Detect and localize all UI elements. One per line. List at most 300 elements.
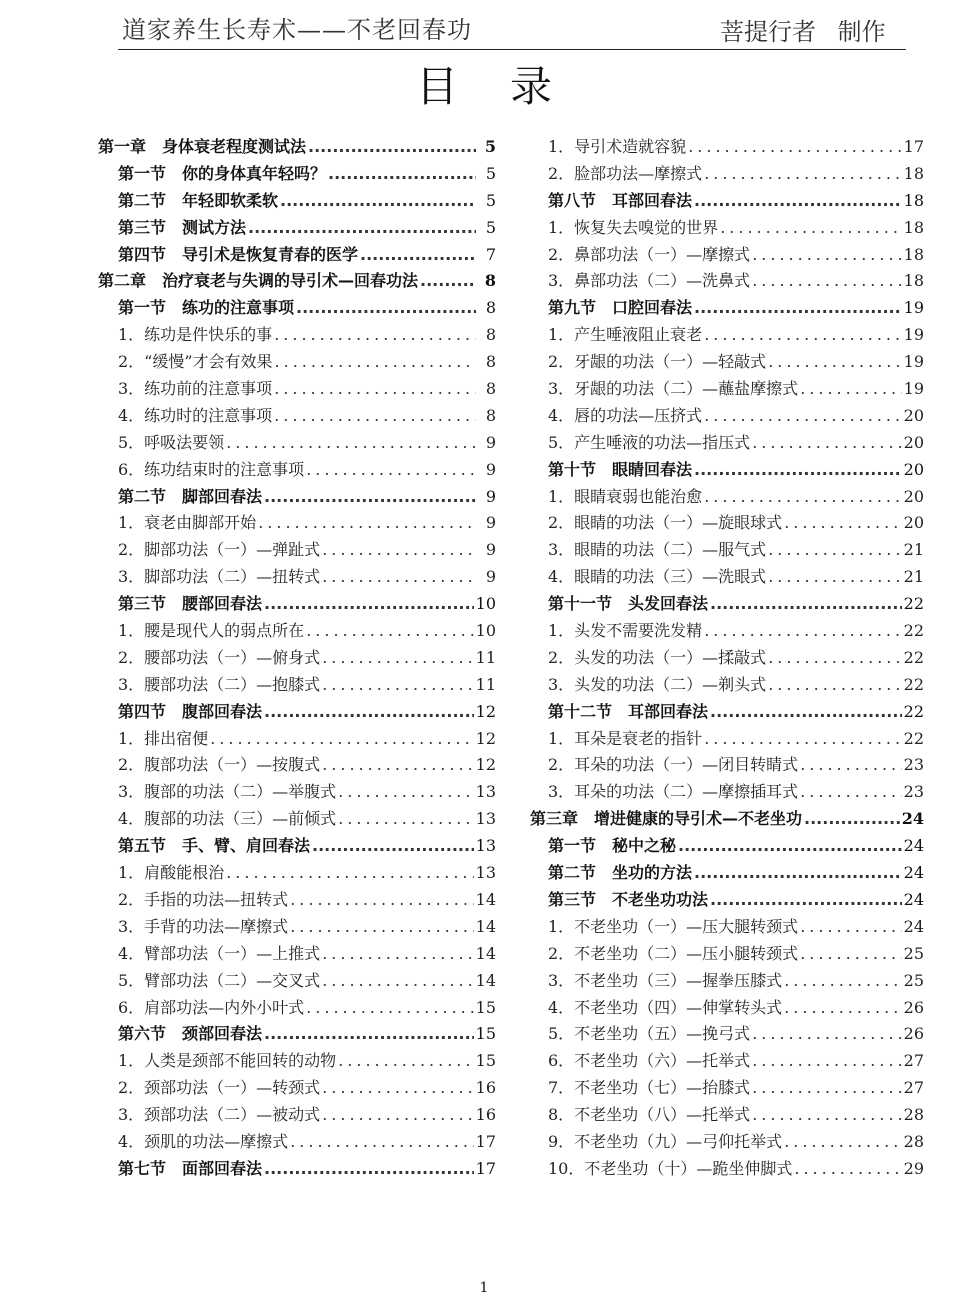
toc-page-number: 20: [903, 486, 924, 506]
toc-page-number: 5: [485, 217, 496, 237]
toc-entry-text: 1．耳朵是衰老的指针: [548, 728, 703, 748]
toc-leader-dots: [694, 460, 902, 479]
toc-page-number: 28: [903, 1105, 924, 1125]
toc-page-number: 12: [475, 755, 496, 775]
toc-item[interactable]: [532, 484, 924, 511]
toc-page-number: 8: [485, 325, 496, 345]
toc-leader-dots: [710, 594, 902, 613]
toc-item[interactable]: [98, 510, 496, 537]
toc-entry-text: 第十二节 耳部回春法: [548, 701, 709, 721]
toc-item[interactable]: [98, 403, 496, 430]
toc-item[interactable]: [98, 672, 496, 699]
toc-page-number: 18: [903, 271, 924, 291]
toc-item[interactable]: [98, 941, 496, 968]
toc-page-number: 18: [903, 190, 924, 210]
toc-entry-text: 1．腰是现代人的弱点所在: [118, 621, 305, 641]
toc-page-number: 5: [485, 190, 496, 210]
toc-page-number: 24: [903, 863, 924, 883]
toc-item[interactable]: [98, 457, 496, 484]
toc-item[interactable]: [532, 752, 924, 779]
toc-leader-dots: [280, 191, 476, 210]
toc-page-number: 5: [485, 163, 496, 183]
toc-leader-dots: [338, 782, 473, 801]
toc-page-number: 13: [475, 836, 496, 856]
toc-leader-dots: [794, 1159, 901, 1178]
toc-leader-dots: [768, 540, 901, 559]
toc-entry-text: 5．不老坐功（五）—挽弓式: [548, 1024, 751, 1044]
toc-page-number: 7: [485, 244, 496, 264]
toc-leader-dots: [338, 1051, 473, 1070]
toc-leader-dots: [322, 971, 473, 990]
toc-leader-dots: [704, 729, 901, 748]
toc-entry-text: 第一节 秘中之秘: [548, 836, 677, 856]
toc-entry-text: 3．不老坐功（三）—握拳压膝式: [548, 970, 783, 990]
toc-page-number: 22: [903, 701, 924, 721]
toc-entry-text: 7．不老坐功（七）—抬膝式: [548, 1078, 751, 1098]
toc-item[interactable]: [98, 1075, 496, 1102]
toc-entry-text: 5．呼吸法要领: [118, 432, 225, 452]
toc-leader-dots: [420, 271, 476, 290]
toc-entry-text: 1．练功是件快乐的事: [118, 325, 273, 345]
toc-entry-text: 3．颈部功法（二）—被动式: [118, 1105, 321, 1125]
toc-leader-dots: [752, 1051, 901, 1070]
toc-page-number: 8: [484, 271, 496, 291]
toc-page-number: 15: [475, 1051, 496, 1071]
toc-leader-dots: [678, 836, 902, 855]
toc-entry-text: 1．人类是颈部不能回转的动物: [118, 1051, 337, 1071]
toc-entry-text: 1．肩酸能根治: [118, 863, 225, 883]
toc-entry-text: 6．练功结束时的注意事项: [118, 459, 305, 479]
toc-entry-text: 第三节 测试方法: [118, 217, 247, 237]
toc-item[interactable]: [532, 134, 924, 161]
toc-leader-dots: [306, 621, 473, 640]
toc-item[interactable]: [98, 968, 496, 995]
toc-page-number: 25: [903, 970, 924, 990]
toc-item[interactable]: [98, 752, 496, 779]
header-book-title: 道家养生长寿术——不老回春功: [122, 16, 472, 44]
toc-entry-text: 2．鼻部功法（一）—摩擦式: [548, 244, 751, 264]
toc-leader-dots: [694, 863, 902, 882]
toc-entry-text: 4．颈肌的功法—摩擦式: [118, 1131, 289, 1151]
toc-item[interactable]: [98, 914, 496, 941]
toc-item[interactable]: [532, 672, 924, 699]
toc-page-number: 21: [903, 567, 924, 587]
toc-item[interactable]: [98, 564, 496, 591]
toc-item[interactable]: [532, 403, 924, 430]
toc-page-number: 5: [484, 137, 496, 156]
toc-entry-text: 1．不老坐功（一）—压大腿转颈式: [548, 916, 799, 936]
toc-entry-text: 2．牙龈的功法（一）—轻敲式: [548, 352, 767, 372]
toc-entry-text: 4．练功时的注意事项: [118, 405, 273, 425]
toc-page-number: 19: [903, 379, 924, 399]
toc-leader-dots: [800, 782, 901, 801]
toc-page-number: 14: [475, 889, 496, 909]
toc-leader-dots: [264, 702, 474, 721]
toc-section[interactable]: [98, 833, 496, 860]
toc-page-number: 15: [475, 1024, 496, 1044]
toc-entry-text: 6．肩部功法—内外小叶式: [118, 997, 305, 1017]
toc-leader-dots: [322, 675, 473, 694]
toc-page-number: 24: [903, 889, 924, 909]
toc-entry-text: 3．牙龈的功法（二）—蘸盐摩擦式: [548, 379, 799, 399]
toc-page-number: 23: [903, 782, 924, 802]
toc-page-number: 9: [485, 432, 496, 452]
toc-section[interactable]: [98, 161, 496, 188]
toc-leader-dots: [800, 917, 901, 936]
toc-entry-text: 5．产生唾液的功法—指压式: [548, 432, 751, 452]
toc-entry-text: 3．腰部功法（二）—抱膝式: [118, 674, 321, 694]
toc-item[interactable]: [532, 430, 924, 457]
header-rule: [118, 49, 906, 50]
toc-leader-dots: [274, 406, 476, 425]
toc-entry-text: 第二章 治疗衰老与失调的导引术—回春功法: [98, 271, 419, 291]
toc-leader-dots: [322, 567, 476, 586]
toc-entry-text: 第六节 颈部回春法: [118, 1024, 263, 1044]
toc-entry-text: 1．恢复失去嗅觉的世界: [548, 217, 719, 237]
toc-leader-dots: [784, 1132, 901, 1151]
toc-leader-dots: [704, 406, 901, 425]
toc-leader-dots: [752, 1024, 901, 1043]
toc-leader-dots: [768, 675, 901, 694]
toc-leader-dots: [264, 487, 476, 506]
toc-page-number: 28: [903, 1131, 924, 1151]
toc-leader-dots: [768, 648, 901, 667]
toc-page-number: 16: [475, 1105, 496, 1125]
toc-item[interactable]: [532, 779, 924, 806]
toc-page-number: 9: [485, 486, 496, 506]
toc-entry-text: 2．耳朵的功法（一）—闭目转睛式: [548, 755, 799, 775]
toc-item[interactable]: [532, 726, 924, 753]
toc-entry-text: 2．腹部功法（一）—按腹式: [118, 755, 321, 775]
toc-item[interactable]: [98, 618, 496, 645]
toc-section[interactable]: [532, 887, 924, 914]
toc-leader-dots: [784, 998, 901, 1017]
toc-entry-text: 3．脚部功法（二）—扭转式: [118, 567, 321, 587]
toc-leader-dots: [322, 648, 473, 667]
toc-page-number: 9: [485, 459, 496, 479]
toc-leader-dots: [296, 298, 476, 317]
toc-entry-text: 3．手背的功法—摩擦式: [118, 916, 289, 936]
toc-leader-dots: [322, 755, 473, 774]
toc-right-column: [532, 134, 924, 1183]
toc-leader-dots: [800, 755, 901, 774]
toc-item[interactable]: [98, 645, 496, 672]
toc-chapter[interactable]: [98, 268, 496, 295]
toc-entry-text: 2．“缓慢”才会有效果: [118, 352, 273, 372]
toc-item[interactable]: [532, 1048, 924, 1075]
toc-item[interactable]: [98, 995, 496, 1022]
toc-entry-text: 2．颈部功法（一）—转颈式: [118, 1078, 321, 1098]
toc-page-number: 25: [903, 943, 924, 963]
toc-leader-dots: [258, 513, 476, 532]
toc-page-number: 27: [903, 1078, 924, 1098]
toc-item[interactable]: [98, 1102, 496, 1129]
toc-leader-dots: [312, 836, 474, 855]
toc-entry-text: 3．眼睛的功法（二）—服气式: [548, 540, 767, 560]
toc-section[interactable]: [532, 833, 924, 860]
toc-page-number: 10: [475, 594, 496, 614]
toc-entry-text: 10．不老坐功（十）—跪坐伸脚式: [548, 1158, 793, 1178]
toc-item[interactable]: [98, 860, 496, 887]
toc-leader-dots: [694, 191, 902, 210]
toc-leader-dots: [710, 702, 902, 721]
toc-entry-text: 4．唇的功法—压挤式: [548, 405, 703, 425]
toc-page-number: 20: [903, 459, 924, 479]
toc-item[interactable]: [532, 322, 924, 349]
toc-entry-text: 1．衰老由脚部开始: [118, 513, 257, 533]
toc-entry-text: 第三节 腰部回春法: [118, 594, 263, 614]
toc-entry-text: 4．臂部功法（一）—上推式: [118, 943, 321, 963]
toc-item[interactable]: [98, 322, 496, 349]
toc-section[interactable]: [98, 188, 496, 215]
toc-page-number: 22: [903, 647, 924, 667]
toc-page-number: 27: [903, 1051, 924, 1071]
toc-leader-dots: [290, 1132, 473, 1151]
toc-entry-text: 2．腰部功法（一）—俯身式: [118, 647, 321, 667]
toc-section[interactable]: [532, 295, 924, 322]
toc-item[interactable]: [98, 726, 496, 753]
toc-page-number: 9: [485, 540, 496, 560]
toc-page-number: 8: [485, 298, 496, 318]
toc-leader-dots: [226, 863, 473, 882]
toc-entry-text: 1．排出宿便: [118, 728, 209, 748]
toc-leader-dots: [710, 890, 902, 909]
page-title: 目录: [415, 62, 604, 111]
toc-item[interactable]: [532, 995, 924, 1022]
toc-page-number: 18: [903, 217, 924, 237]
toc-section[interactable]: [532, 457, 924, 484]
toc-chapter[interactable]: [98, 134, 496, 161]
toc-entry-text: 1．导引术造就容貌: [548, 137, 687, 156]
toc-section[interactable]: [98, 242, 496, 269]
toc-item[interactable]: [98, 349, 496, 376]
toc-entry-text: 2．脸部功法—摩擦式: [548, 163, 703, 183]
toc-section[interactable]: [98, 1156, 496, 1183]
toc-leader-dots: [784, 971, 901, 990]
toc-section[interactable]: [98, 699, 496, 726]
toc-entry-text: 第一节 你的身体真年轻吗？: [118, 163, 327, 183]
toc-entry-text: 3．腹部的功法（二）—举腹式: [118, 782, 337, 802]
toc-leader-dots: [338, 809, 473, 828]
toc-page-number: 8: [485, 379, 496, 399]
toc-leader-dots: [264, 594, 474, 613]
toc-item[interactable]: [532, 645, 924, 672]
toc-page-number: 24: [903, 916, 924, 936]
toc-entry-text: 4．不老坐功（四）—伸掌转头式: [548, 997, 783, 1017]
toc-page-number: 12: [475, 728, 496, 748]
toc-item[interactable]: [98, 537, 496, 564]
toc-page-number: 8: [485, 405, 496, 425]
toc-leader-dots: [784, 513, 901, 532]
toc-item[interactable]: [532, 349, 924, 376]
toc-left-column: [98, 134, 496, 1183]
toc-section[interactable]: [98, 295, 496, 322]
toc-item[interactable]: [532, 1156, 924, 1183]
toc-leader-dots: [752, 1078, 901, 1097]
toc-item[interactable]: [98, 1048, 496, 1075]
toc-leader-dots: [322, 944, 473, 963]
toc-page-number: 23: [903, 755, 924, 775]
toc-entry-text: 4．眼睛的功法（三）—洗眼式: [548, 567, 767, 587]
toc-item[interactable]: [98, 806, 496, 833]
toc-entry-text: 2．不老坐功（二）—压小腿转颈式: [548, 943, 799, 963]
toc-entry-text: 第四节 导引术是恢复青春的医学: [118, 244, 359, 264]
toc-page-number: 17: [475, 1158, 496, 1178]
toc-leader-dots: [306, 460, 476, 479]
toc-page-number: 15: [475, 997, 496, 1017]
toc-page-number: 22: [903, 594, 924, 614]
toc-leader-dots: [322, 540, 476, 559]
toc-leader-dots: [308, 137, 476, 156]
toc-leader-dots: [752, 1105, 901, 1124]
toc-item[interactable]: [532, 618, 924, 645]
toc-leader-dots: [290, 917, 473, 936]
toc-leader-dots: [688, 137, 901, 156]
toc-page-number: 12: [475, 701, 496, 721]
toc-entry-text: 第一节 练功的注意事项: [118, 298, 295, 318]
toc-entry-text: 第二节 坐功的方法: [548, 863, 693, 883]
toc-entry-text: 第九节 口腔回春法: [548, 298, 693, 318]
toc-item[interactable]: [98, 779, 496, 806]
toc-item[interactable]: [532, 510, 924, 537]
toc-section[interactable]: [98, 591, 496, 618]
toc-page-number: 16: [475, 1078, 496, 1098]
toc-leader-dots: [800, 944, 901, 963]
toc-page-number: 14: [475, 916, 496, 936]
toc-item[interactable]: [98, 887, 496, 914]
toc-entry-text: 3．头发的功法（二）—剃头式: [548, 674, 767, 694]
toc-item[interactable]: [98, 430, 496, 457]
toc-page-number: 9: [485, 513, 496, 533]
toc-entry-text: 1．产生唾液阻止衰老: [548, 325, 703, 345]
toc-entry-text: 2．脚部功法（一）—弹趾式: [118, 540, 321, 560]
toc-leader-dots: [210, 729, 473, 748]
toc-leader-dots: [752, 433, 901, 452]
toc-entry-text: 3．耳朵的功法（二）—摩擦插耳式: [548, 782, 799, 802]
toc-page-number: 20: [903, 432, 924, 452]
toc-entry-text: 9．不老坐功（九）—弓仰托举式: [548, 1131, 783, 1151]
toc-leader-dots: [768, 567, 901, 586]
header-author: 菩提行者 制作: [720, 18, 886, 46]
toc-entry-text: 第三节 不老坐功功法: [548, 889, 709, 909]
toc-page-number: 22: [903, 728, 924, 748]
toc-item[interactable]: [532, 968, 924, 995]
toc-item[interactable]: [98, 376, 496, 403]
toc-leader-dots: [800, 379, 901, 398]
toc-page-number: 18: [903, 244, 924, 264]
toc-item[interactable]: [532, 1075, 924, 1102]
toc-entry-text: 6．不老坐功（六）—托举式: [548, 1051, 751, 1071]
toc-item[interactable]: [98, 1129, 496, 1156]
toc-page-number: 9: [485, 567, 496, 587]
toc-entry-text: 第二节 年轻即软柔软: [118, 190, 279, 210]
toc-section[interactable]: [98, 215, 496, 242]
toc-page-number: 8: [485, 352, 496, 372]
toc-item[interactable]: [532, 941, 924, 968]
toc-item[interactable]: [532, 914, 924, 941]
toc-page-number: 17: [903, 137, 924, 156]
toc-entry-text: 8．不老坐功（八）—托举式: [548, 1105, 751, 1125]
toc-page-number: 29: [903, 1158, 924, 1178]
toc-item[interactable]: [532, 161, 924, 188]
toc-page-number: 13: [475, 809, 496, 829]
toc-page-number: 20: [903, 405, 924, 425]
toc-entry-text: 第四节 腹部回春法: [118, 701, 263, 721]
toc-item[interactable]: [532, 268, 924, 295]
toc-chapter[interactable]: [530, 806, 924, 833]
toc-leader-dots: [328, 164, 476, 183]
toc-section[interactable]: [98, 1021, 496, 1048]
toc-section[interactable]: [532, 591, 924, 618]
toc-entry-text: 2．头发的功法（一）—揉敲式: [548, 647, 767, 667]
toc-leader-dots: [264, 1159, 474, 1178]
toc-leader-dots: [264, 1024, 474, 1043]
toc-item[interactable]: [532, 537, 924, 564]
toc-item[interactable]: [532, 564, 924, 591]
page-number: 1: [479, 1280, 489, 1296]
toc-page-number: 22: [903, 621, 924, 641]
toc-entry-text: 第一章 身体衰老程度测试法: [98, 137, 307, 156]
toc-leader-dots: [704, 621, 901, 640]
toc-section[interactable]: [532, 860, 924, 887]
toc-entry-text: 第三章 增进健康的导引术—不老坐功: [530, 809, 803, 829]
toc-leader-dots: [752, 245, 901, 264]
toc-entry-text: 第二节 脚部回春法: [118, 486, 263, 506]
toc-page-number: 24: [903, 836, 924, 856]
toc-page-number: 10: [475, 621, 496, 641]
toc-leader-dots: [275, 352, 476, 371]
toc-page-number: 18: [903, 163, 924, 183]
toc-entry-text: 第五节 手、臂、肩回春法: [118, 836, 311, 856]
toc-item[interactable]: [532, 1021, 924, 1048]
toc-entry-text: 2．手指的功法—扭转式: [118, 889, 289, 909]
toc-entry-text: 3．鼻部功法（二）—洗鼻式: [548, 271, 751, 291]
toc-leader-dots: [290, 890, 473, 909]
toc-leader-dots: [322, 1105, 473, 1124]
toc-leader-dots: [752, 271, 901, 290]
toc-page-number: 13: [475, 863, 496, 883]
toc-entry-text: 1．头发不需要洗发精: [548, 621, 703, 641]
toc-item[interactable]: [532, 215, 924, 242]
toc-entry-text: 5．臂部功法（二）—交叉式: [118, 970, 321, 990]
toc-page-number: 26: [903, 997, 924, 1017]
toc-section[interactable]: [532, 188, 924, 215]
toc-leader-dots: [704, 487, 901, 506]
toc-leader-dots: [704, 325, 901, 344]
toc-page-number: 24: [901, 809, 924, 829]
toc-page-number: 11: [475, 647, 496, 667]
toc-page-number: 19: [903, 298, 924, 318]
toc-leader-dots: [274, 379, 476, 398]
toc-entry-text: 2．眼睛的功法（一）—旋眼球式: [548, 513, 783, 533]
toc-page-number: 22: [903, 674, 924, 694]
toc-entry-text: 第十一节 头发回春法: [548, 594, 709, 614]
toc-entry-text: 4．腹部的功法（三）—前倾式: [118, 809, 337, 829]
toc-page-number: 20: [903, 513, 924, 533]
toc-item[interactable]: [532, 1129, 924, 1156]
toc-section[interactable]: [532, 699, 924, 726]
toc-leader-dots: [704, 164, 901, 183]
toc-item[interactable]: [532, 1102, 924, 1129]
toc-page-number: 21: [903, 540, 924, 560]
toc-item[interactable]: [532, 376, 924, 403]
toc-page-number: 14: [475, 943, 496, 963]
toc-item[interactable]: [532, 242, 924, 269]
toc-leader-dots: [226, 433, 476, 452]
toc-page-number: 13: [475, 782, 496, 802]
toc-leader-dots: [248, 218, 476, 237]
toc-section[interactable]: [98, 484, 496, 511]
